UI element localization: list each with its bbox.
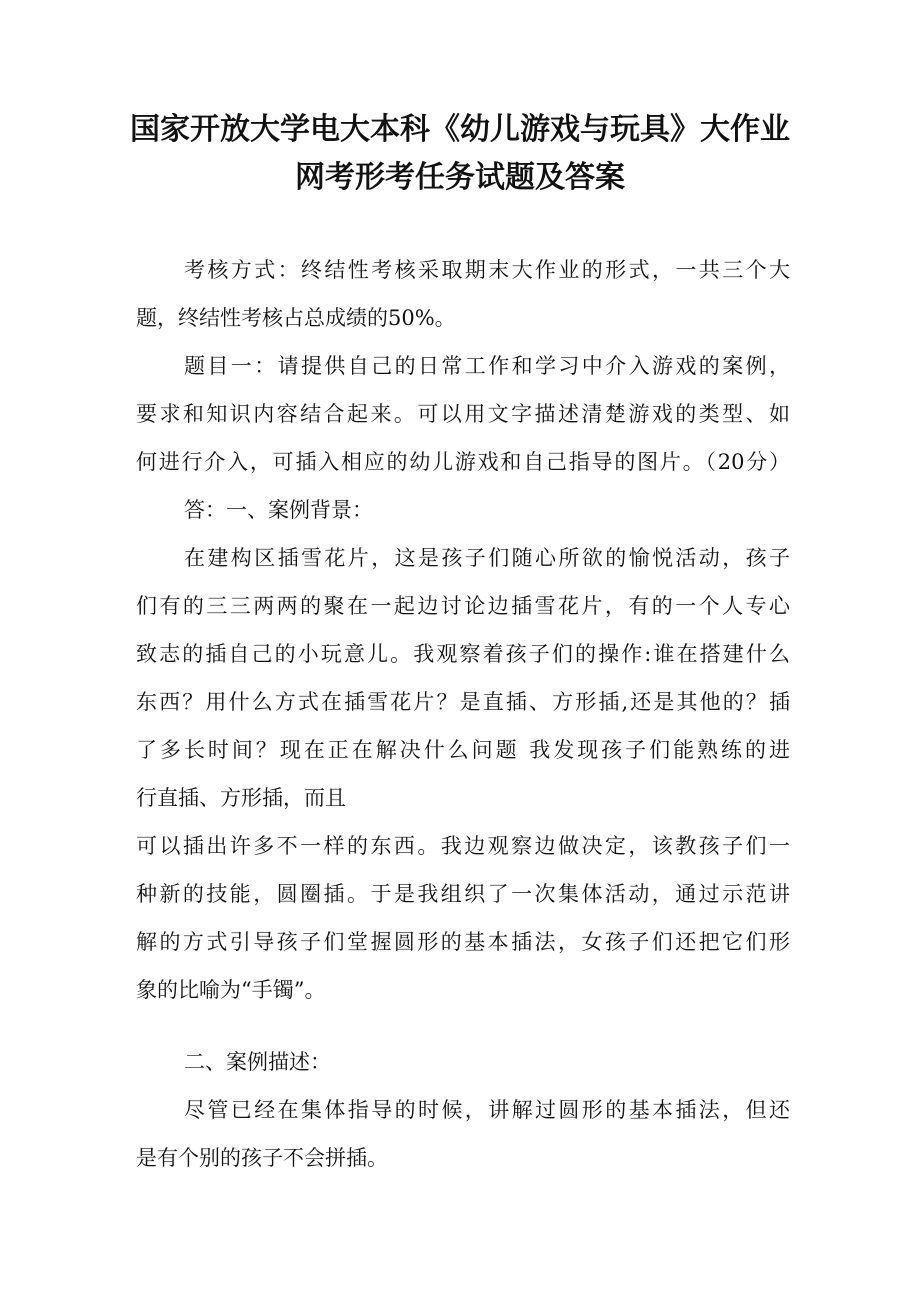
paragraph-continuation-line-4: 象的比喻为“手镯”。 [136, 978, 326, 1002]
paragraph-continuation-line-1: 可以插出许多不一样的东西。我边观察边做决定，该教孩子们一 [136, 834, 790, 858]
document-title-line-1: 国家开放大学电大本科《幼儿游戏与玩具》大作业 [130, 112, 790, 147]
heading-case-description: 二、案例描述： [184, 1050, 331, 1074]
paragraph-description-line-2: 是有个别的孩子不会拼插。 [136, 1146, 388, 1170]
paragraph-assessment-line-2: 题，终结性考核占总成绩的50%。 [136, 306, 456, 330]
paragraph-description-line-1: 尽管已经在集体指导的时候，讲解过圆形的基本插法，但还 [184, 1098, 790, 1122]
paragraph-continuation-line-3: 解的方式引导孩子们堂握圆形的基本插法，女孩子们还把它们形 [136, 930, 790, 954]
paragraph-background-line-4: 东西？用什么方式在插雪花片？是直插、方形插,还是其他的？插 [136, 690, 790, 714]
paragraph-question-one-line-2: 要求和知识内容结合起来。可以用文字描述清楚游戏的类型、如 [136, 402, 790, 426]
paragraph-background-line-5: 了多长时间？现在正在解决什么问题 我发现孩子们能熟练的进 [136, 738, 790, 762]
paragraph-question-one-line-1: 题目一：请提供自己的日常工作和学习中介入游戏的案例， [184, 354, 790, 378]
paragraph-continuation-line-2: 种新的技能，圆圈插。于是我组织了一次集体活动，通过示范讲 [136, 882, 790, 906]
paragraph-background-line-2: 们有的三三两两的聚在一起边讨论边插雪花片，有的一个人专心 [136, 594, 790, 618]
document-title-line-2: 网考形考任务试题及答案 [295, 160, 625, 195]
paragraph-assessment-line-1: 考核方式：终结性考核采取期末大作业的形式，一共三个大 [184, 258, 790, 282]
paragraph-background-line-3: 致志的插自己的小玩意儿。我观察着孩子们的操作:谁在搭建什么 [136, 642, 790, 666]
heading-case-background: 答：一、案例背景： [184, 498, 373, 522]
paragraph-background-line-1: 在建构区插雪花片，这是孩子们随心所欲的愉悦活动，孩子 [184, 546, 790, 570]
paragraph-background-line-6: 行直插、方形插，而且 [136, 786, 346, 810]
paragraph-question-one-line-3: 何进行介入，可插入相应的幼儿游戏和自己指导的图片。（20分） [136, 450, 790, 474]
